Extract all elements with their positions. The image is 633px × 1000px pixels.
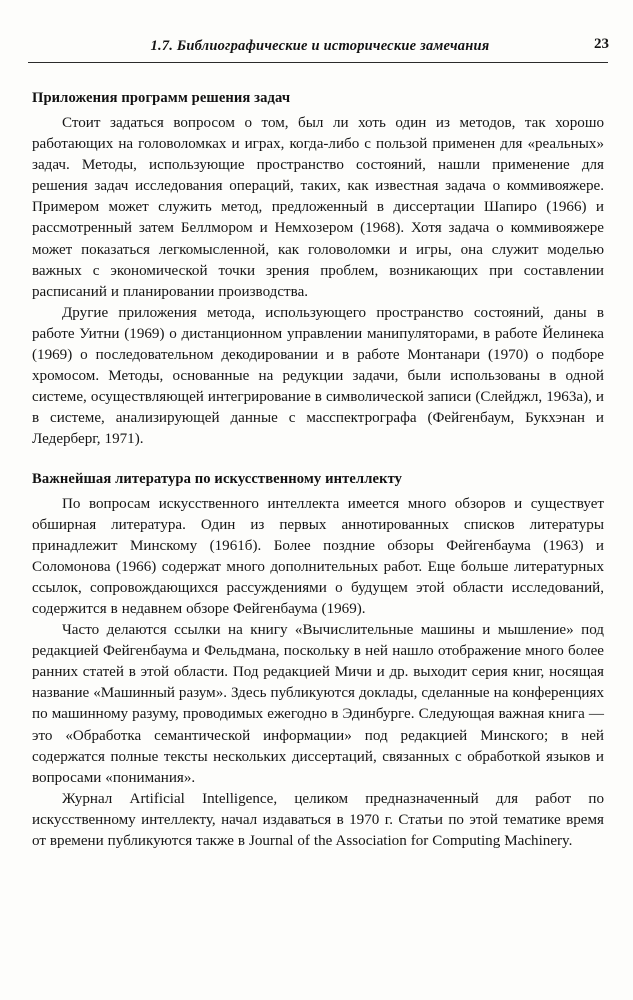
page-header xyxy=(60,38,580,55)
section-heading-literature: Важнейшая литература по искусственному интеллекту xyxy=(32,470,403,487)
paragraph: По вопросам искусственного интеллекта имеется много обзоров и существует обширная литература. Один из первых аннотированных списков литературы принадлежит Минскому (1961б). Более поздние обзоры Фейгенбаума (1963) и Соломонова (1966) содержат много дополнительных работ. Еще больше литературных ссылок, сопровождающихся рассуждениями о будущем этой области исследований, содержится в недавнем обзоре Фейгенбаума (1969). xyxy=(32,495,604,617)
paragraph: Другие приложения метода, использующего пространство состояний, даны в работе Уитни (1969) о дистанционном управлении манипуляторами, в работе Йелинека (1969) о последовательном декодировании и в работе Монтанари (1970) о подборе хромосом. Методы, основанные на редукции задачи, были использованы в одной системе, осуществляющей интегрирование в символической записи (Слейджл, 1963а), и в системе, анализирующей данные с масспектрографа (Фейгенбаум, Букхэнан и Ледерберг, 1971). xyxy=(32,304,604,448)
paragraph: Журнал Artificial Intelligence, целиком предназначенный для работ по искусственному интеллекту, начал издаваться в 1970 г. Статьи по этой тематике время от времени публикуются также в Journal of the Association for Computing Machinery. xyxy=(32,790,604,849)
running-title: 1.7. Библиографические и исторические замечания xyxy=(150,38,490,54)
header-divider xyxy=(28,62,608,63)
paragraph: Часто делаются ссылки на книгу «Вычислительные машины и мышление» под редакцией Фейгенбаума и Фельдмана, поскольку в ней нашло отображение много более ранних статей в этой области. Под редакцией Мичи и др. выходит серия книг, носящая название «Машинный разум». Здесь публикуются доклады, сделанные на конференциях по машинному разуму, проводимых ежегодно в Эдинбурге. Следующая важная книга — это «Обработка семантической информации» под редакцией Минского; в ней содержатся полные тексты нескольких диссертаций, связанных с обработкой языков и вопросами «понимания». xyxy=(32,622,604,786)
page-content xyxy=(32,80,604,852)
section-heading-applications: Приложения программ решения задач xyxy=(32,90,291,106)
paragraph: Стоит задаться вопросом о том, был ли хоть один из методов, так хорошо работающих на головоломках и играх, когда-либо с пользой применен для «реальных» задач. Методы, использующие пространство состояний, нашли применение для решения задач исследования операций, таких, как известная задача о коммивояжере. Примером может служить метод, предложенный в диссертации Шапиро (1966) и рассмотренный затем Беллмором и Немхозером (1968). Хотя задача о коммивояжере может показаться легкомысленной, как головоломки и игры, она служит моделью важных с экономической точки зрения проблем, возникающих при составлении расписаний и планировании производства. xyxy=(32,115,604,300)
page-number: 23 xyxy=(594,36,609,52)
